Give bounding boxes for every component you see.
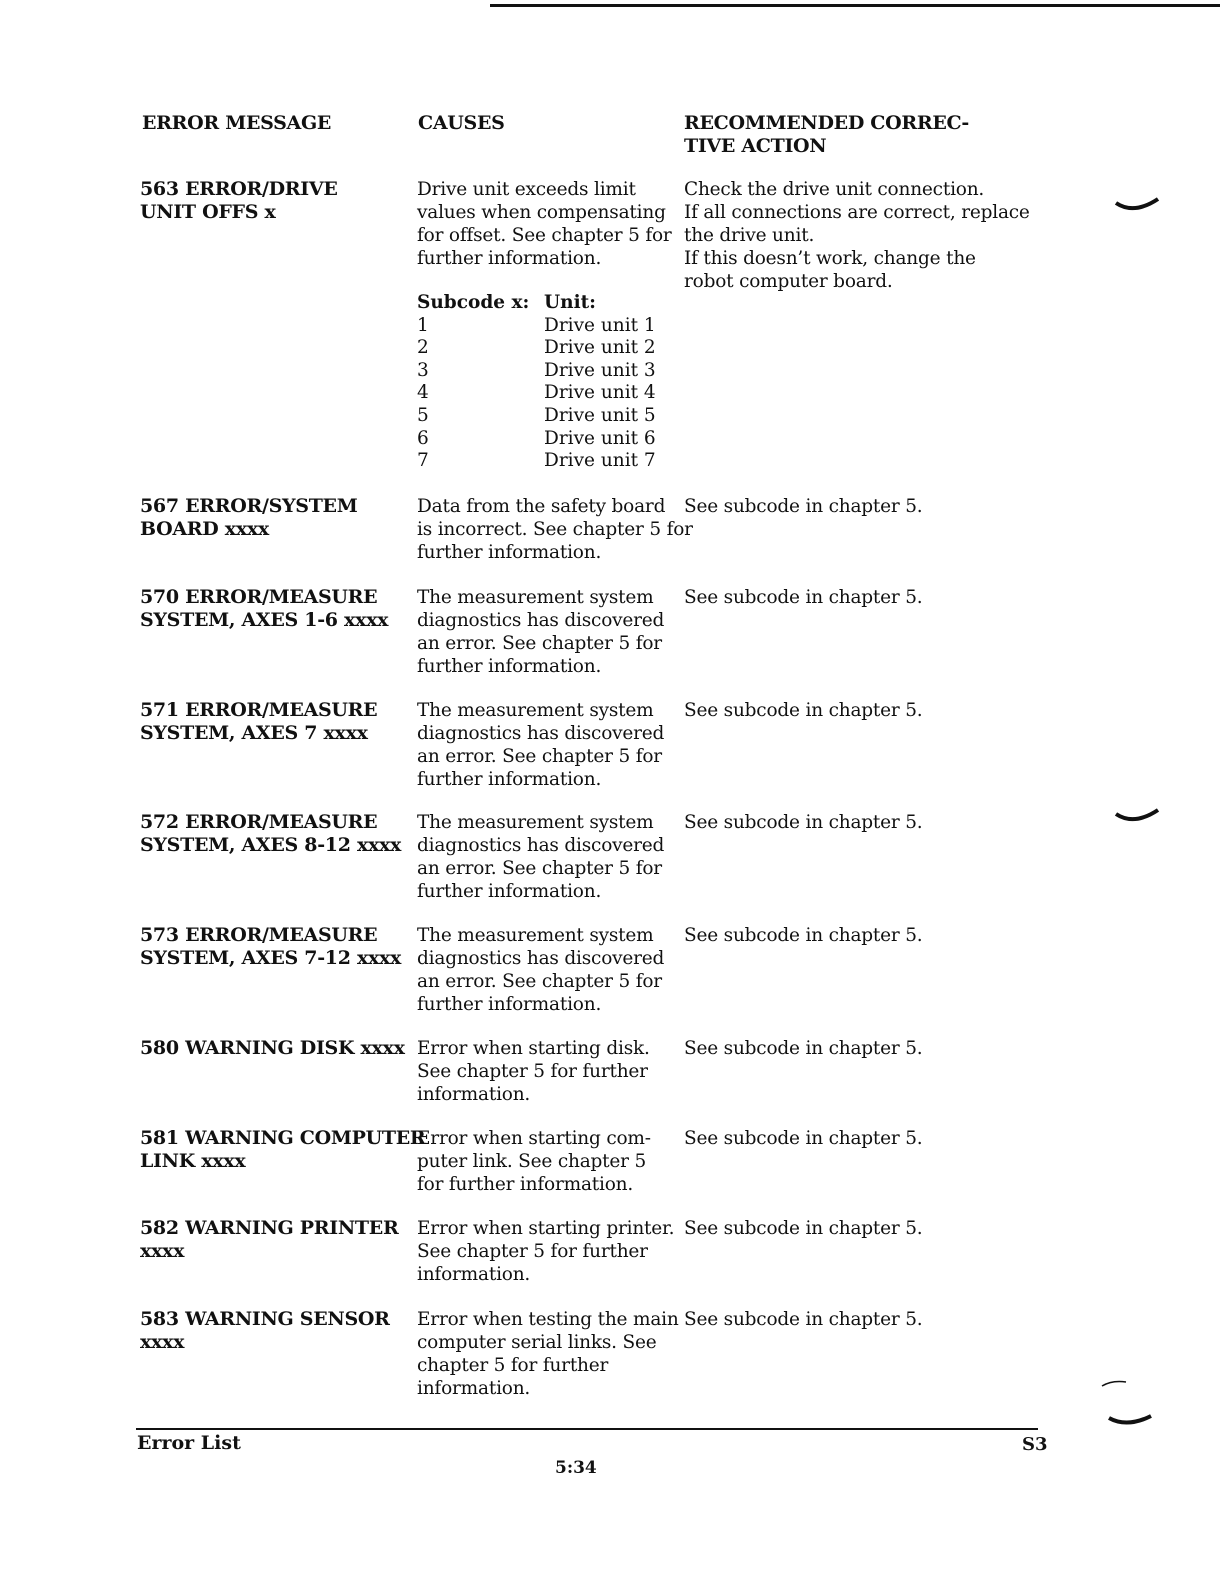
cause-line: diagnostics has discovered — [417, 835, 665, 856]
error-580-cause — [417, 1037, 679, 1106]
cause-line: further information. — [417, 881, 602, 902]
error-583-message — [140, 1308, 415, 1354]
action-line: robot computer board. — [684, 271, 893, 292]
unit: Drive unit 2 — [544, 337, 656, 359]
error-572-action: See subcode in chapter 5. — [684, 812, 923, 833]
message-line: xxxx — [140, 1240, 185, 1262]
message-line: BOARD xxxx — [140, 518, 269, 540]
error-567-cause — [417, 495, 693, 564]
unit: Drive unit 7 — [544, 450, 656, 472]
subcode: 7 — [417, 450, 429, 472]
binder-mark-icon — [1112, 195, 1162, 217]
cause-line: further information. — [417, 656, 602, 677]
message-line: 580 WARNING DISK xxxx — [140, 1037, 405, 1059]
error-567-action: See subcode in chapter 5. — [684, 496, 923, 517]
message-line: xxxx — [140, 1331, 185, 1353]
unit: Drive unit 4 — [544, 382, 656, 404]
header-causes: CAUSES — [418, 112, 505, 134]
subcode-row — [417, 337, 656, 360]
cause-line: an error. See chapter 5 for — [417, 858, 662, 879]
cause-line: an error. See chapter 5 for — [417, 746, 662, 767]
cause-line: diagnostics has discovered — [417, 948, 665, 969]
error-572-cause — [417, 811, 679, 903]
subcode: 4 — [417, 382, 429, 404]
message-line: 563 ERROR/DRIVE — [140, 178, 338, 200]
error-570-message — [140, 586, 415, 632]
action-line: If this doesn’t work, change the — [684, 248, 976, 269]
cause-line: information. — [417, 1264, 531, 1285]
footer-rule — [136, 1428, 1038, 1430]
cause-line: chapter 5 for further — [417, 1355, 609, 1376]
message-line: SYSTEM, AXES 8-12 xxxx — [140, 834, 402, 856]
top-rule — [490, 4, 1220, 7]
cause-line: information. — [417, 1378, 531, 1399]
message-line: LINK xxxx — [140, 1150, 246, 1172]
message-line: 571 ERROR/MEASURE — [140, 699, 378, 721]
cause-line: The measurement system — [417, 925, 654, 946]
subcode: 5 — [417, 404, 429, 426]
subcode: 2 — [417, 337, 429, 359]
error-581-action: See subcode in chapter 5. — [684, 1128, 923, 1149]
cause-line: The measurement system — [417, 700, 654, 721]
error-581-message — [140, 1127, 426, 1173]
cause-line: See chapter 5 for further — [417, 1241, 648, 1262]
subcode-row — [417, 360, 656, 383]
error-583-action: See subcode in chapter 5. — [684, 1309, 923, 1330]
error-571-action: See subcode in chapter 5. — [684, 700, 923, 721]
message-line: 573 ERROR/MEASURE — [140, 924, 378, 946]
message-line: 581 WARNING COMPUTER — [140, 1127, 426, 1149]
page-number: 5:34 — [555, 1458, 597, 1478]
error-563-action — [684, 178, 1030, 293]
error-582-cause — [417, 1217, 679, 1286]
subcode-header: Subcode x: — [417, 292, 530, 313]
error-563-cause — [417, 178, 679, 270]
message-line: SYSTEM, AXES 7 xxxx — [140, 722, 368, 744]
cause-line: further information. — [417, 769, 602, 790]
cause-line: Error when starting disk. — [417, 1038, 650, 1059]
cause-line: See chapter 5 for further — [417, 1061, 648, 1082]
error-580-action: See subcode in chapter 5. — [684, 1038, 923, 1059]
message-line: UNIT OFFS x — [140, 201, 276, 223]
cause-line: The measurement system — [417, 812, 654, 833]
error-572-message — [140, 811, 415, 857]
unit-header: Unit: — [544, 292, 596, 313]
unit: Drive unit 5 — [544, 404, 656, 426]
binder-mark-icon — [1105, 1410, 1155, 1432]
subcode: 1 — [417, 314, 429, 336]
message-line: SYSTEM, AXES 7-12 xxxx — [140, 947, 402, 969]
cause-line: further information. — [417, 248, 602, 269]
subcode-row — [417, 315, 656, 338]
cause-line: Data from the safety board — [417, 496, 666, 517]
subcode-row — [417, 450, 656, 473]
subcode: 6 — [417, 427, 429, 449]
cause-line: an error. See chapter 5 for — [417, 633, 662, 654]
unit: Drive unit 1 — [544, 314, 656, 336]
error-573-message — [140, 924, 415, 970]
message-line: 570 ERROR/MEASURE — [140, 586, 378, 608]
cause-line: is incorrect. See chapter 5 for — [417, 519, 693, 540]
cause-line: Drive unit exceeds limit — [417, 179, 636, 200]
cause-line: further information. — [417, 542, 602, 563]
cause-line: an error. See chapter 5 for — [417, 971, 662, 992]
error-571-cause — [417, 699, 679, 791]
subcode-row — [417, 428, 656, 451]
cause-line: information. — [417, 1084, 531, 1105]
unit: Drive unit 6 — [544, 427, 656, 449]
error-573-cause — [417, 924, 679, 1016]
error-581-cause — [417, 1127, 679, 1196]
cause-line: diagnostics has discovered — [417, 723, 665, 744]
cause-line: diagnostics has discovered — [417, 610, 665, 631]
subcode-row — [417, 382, 656, 405]
message-line: SYSTEM, AXES 1-6 xxxx — [140, 609, 389, 631]
action-line: Check the drive unit connection. — [684, 179, 985, 200]
subcode-table-header — [417, 292, 656, 315]
cause-line: Error when testing the main — [417, 1309, 679, 1330]
action-line: If all connections are correct, replace — [684, 202, 1030, 223]
error-563-message — [140, 178, 415, 224]
header-recommended-action — [684, 112, 969, 158]
action-line: the drive unit. — [684, 225, 815, 246]
cause-line: computer serial links. See — [417, 1332, 657, 1353]
cause-line: The measurement system — [417, 587, 654, 608]
error-570-action: See subcode in chapter 5. — [684, 587, 923, 608]
binder-mark-icon — [1112, 806, 1162, 828]
error-583-cause — [417, 1308, 679, 1400]
cause-line: puter link. See chapter 5 — [417, 1151, 647, 1172]
subcode: 3 — [417, 359, 429, 381]
header-action-line: TIVE ACTION — [684, 135, 827, 157]
subcode-table — [417, 292, 656, 473]
error-580-message — [140, 1037, 415, 1060]
message-line: 583 WARNING SENSOR — [140, 1308, 390, 1330]
unit: Drive unit 3 — [544, 359, 656, 381]
cause-line: Error when starting printer. — [417, 1218, 675, 1239]
error-571-message — [140, 699, 415, 745]
footer-section-code: S3 — [1022, 1434, 1048, 1455]
header-error-message: ERROR MESSAGE — [142, 112, 332, 134]
error-570-cause — [417, 586, 679, 678]
message-line: 582 WARNING PRINTER — [140, 1217, 399, 1239]
error-573-action: See subcode in chapter 5. — [684, 925, 923, 946]
cause-line: values when compensating — [417, 202, 666, 223]
cause-line: further information. — [417, 994, 602, 1015]
error-567-message — [140, 495, 415, 541]
footer-section-title: Error List — [137, 1432, 241, 1454]
binder-mark-icon — [1100, 1376, 1130, 1390]
message-line: 567 ERROR/SYSTEM — [140, 495, 358, 517]
cause-line: Error when starting com- — [417, 1128, 651, 1149]
error-582-message — [140, 1217, 415, 1263]
cause-line: for further information. — [417, 1174, 634, 1195]
cause-line: for offset. See chapter 5 for — [417, 225, 672, 246]
header-action-line: RECOMMENDED CORREC- — [684, 112, 969, 134]
message-line: 572 ERROR/MEASURE — [140, 811, 378, 833]
error-582-action: See subcode in chapter 5. — [684, 1218, 923, 1239]
subcode-row — [417, 405, 656, 428]
